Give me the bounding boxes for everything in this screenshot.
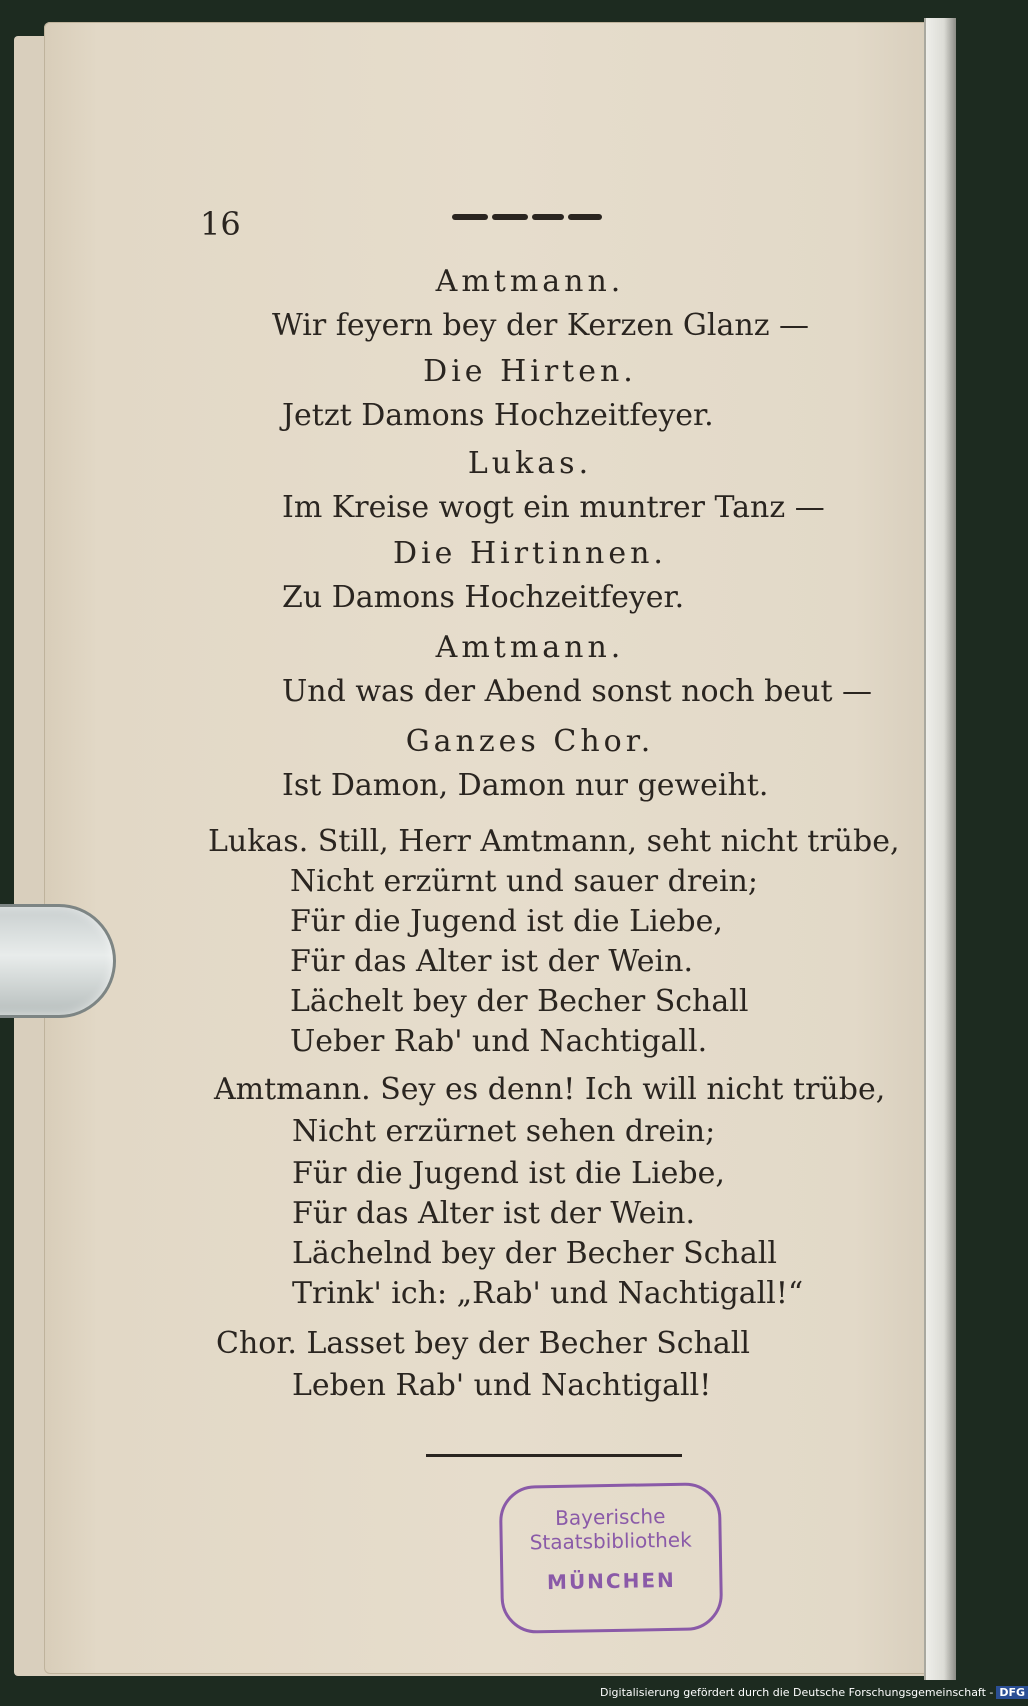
verse-line: Jetzt Damons Hochzeitfeyer. — [282, 398, 714, 433]
verse-line: Chor. Lasset bey der Becher Schall — [216, 1326, 750, 1361]
verse-line: Lukas. Still, Herr Amtmann, seht nicht trübe, — [208, 824, 900, 859]
stamp-line-2: Staatsbibliothek — [529, 1527, 692, 1555]
speaker-heading: Amtmann. — [435, 264, 625, 299]
stamp-line-3: MÜNCHEN — [546, 1567, 676, 1595]
page-number: 16 — [200, 205, 241, 243]
verse-line: Für die Jugend ist die Liebe, — [292, 1156, 725, 1191]
verse-line: Und was der Abend sonst noch beut — — [282, 674, 873, 709]
verse-line: Nicht erzürnt und sauer drein; — [290, 864, 758, 899]
speaker-heading: Die Hirtinnen. — [393, 536, 667, 571]
verse-line: Für das Alter ist der Wein. — [292, 1196, 695, 1231]
dfg-logo: DFG — [996, 1686, 1028, 1699]
digitization-credit — [600, 1686, 1026, 1706]
verse-line: Im Kreise wogt ein muntrer Tanz — — [282, 490, 825, 525]
header-ornament — [452, 212, 602, 222]
verse-line: Trink' ich: „Rab' und Nachtigall!“ — [292, 1276, 804, 1311]
verse-line: Lächelnd bey der Becher Schall — [292, 1236, 777, 1271]
verse-line: Leben Rab' und Nachtigall! — [292, 1368, 712, 1403]
verse-line: Ueber Rab' und Nachtigall. — [290, 1024, 708, 1059]
credit-text: Digitalisierung gefördert durch die Deutsche Forschungsgemeinschaft - — [600, 1686, 994, 1699]
verse-line: Wir feyern bey der Kerzen Glanz — — [272, 308, 810, 343]
speaker-heading: Die Hirten. — [423, 354, 637, 389]
closing-rule — [426, 1454, 682, 1457]
verse-line: Für die Jugend ist die Liebe, — [290, 904, 723, 939]
verse-line: Ist Damon, Damon nur geweiht. — [282, 768, 769, 803]
verse-line: Amtmann. Sey es denn! Ich will nicht trübe, — [214, 1072, 886, 1107]
verse-line: Für das Alter ist der Wein. — [290, 944, 693, 979]
speaker-heading: Amtmann. — [435, 630, 625, 665]
stamp-line-1: Bayerische — [554, 1504, 666, 1530]
verse-line: Lächelt bey der Becher Schall — [290, 984, 749, 1019]
verse-line: Zu Damons Hochzeitfeyer. — [282, 580, 685, 615]
verse-line: Nicht erzürnet sehen drein; — [292, 1114, 716, 1149]
speaker-heading: Lukas. — [467, 446, 593, 481]
speaker-heading: Ganzes Chor. — [405, 724, 655, 759]
library-stamp — [499, 1482, 724, 1634]
